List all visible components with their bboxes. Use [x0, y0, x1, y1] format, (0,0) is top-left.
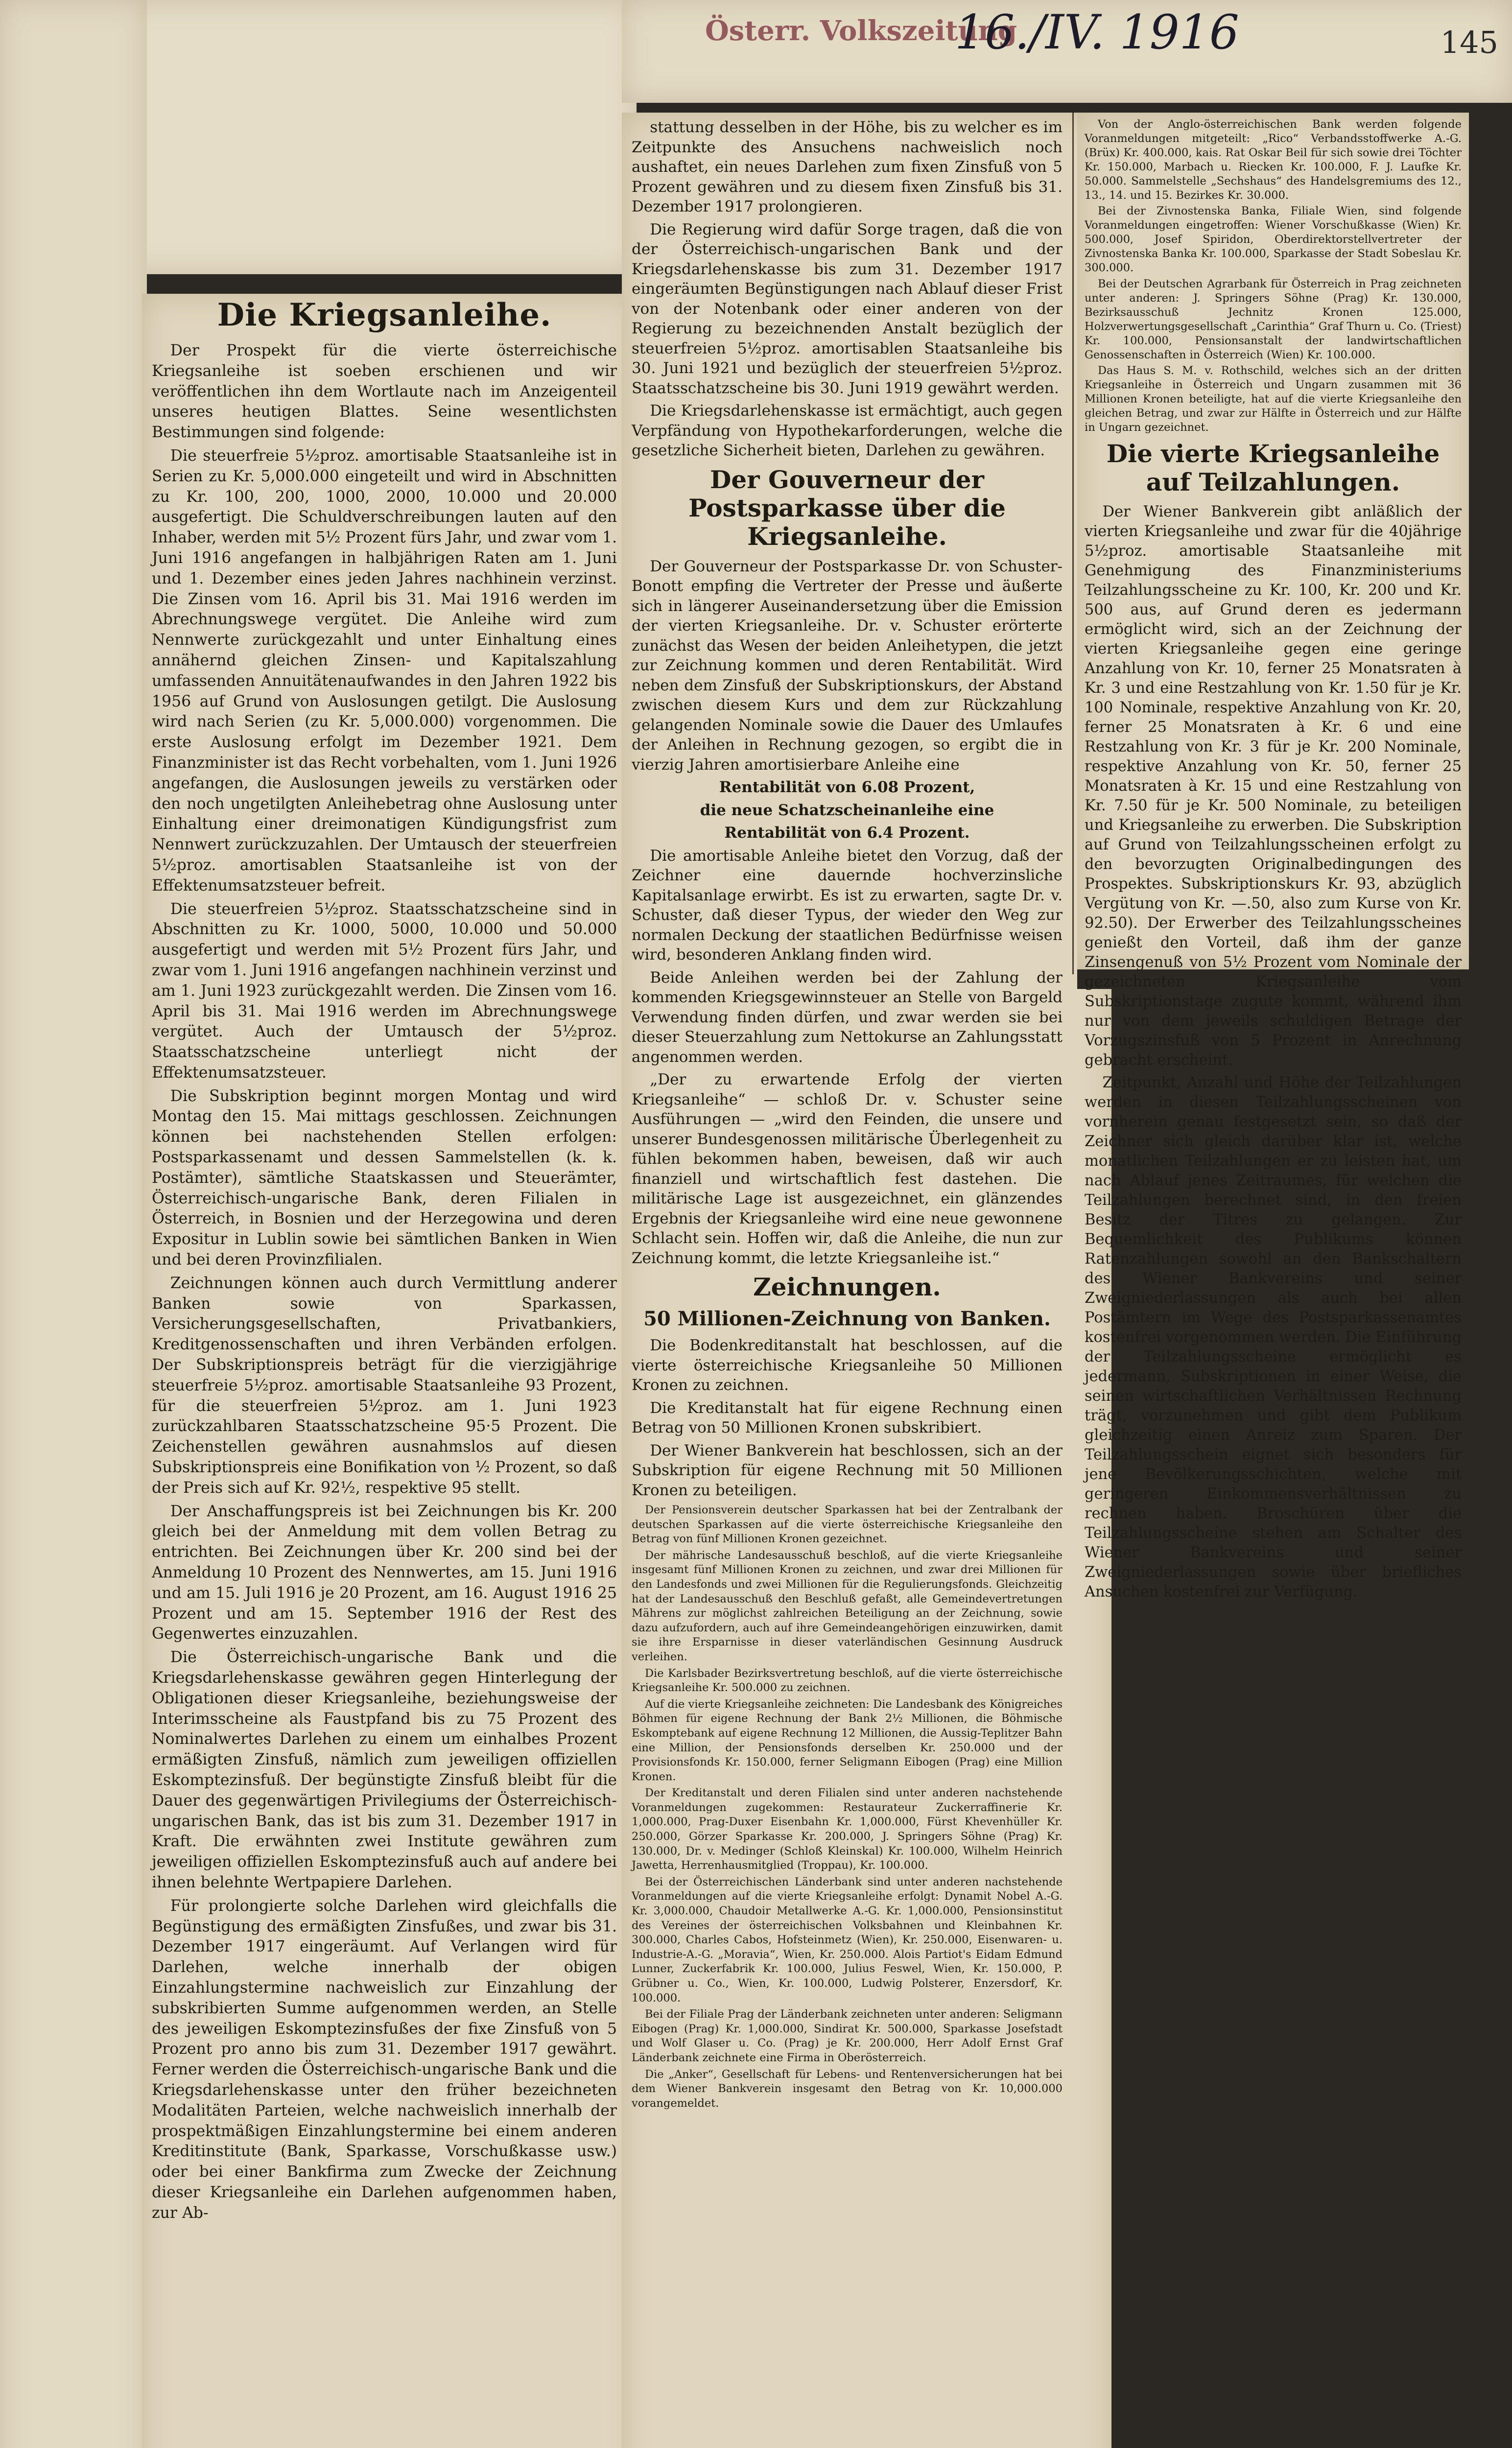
paragraph: Beide Anleihen werden bei der Zahlung der kommenden Kriegsgewinnsteuer an Stelle von Bargeld Verwendung finden dürfen, und zwar werden sie bei dieser Steuerzahlung zum Nettokurse an Zahlungsstatt angenommen werden.: [632, 968, 1063, 1066]
paragraph: Bei der Österreichischen Länderbank sind unter anderen nachstehende Voranmeldungen auf die vierte Kriegsanleihe erfolgt: Dynamit Nobel A.-G. Kr. 3,000.000, Chaudoir Metallwerke A.-G. Kr. 1,000.000, Pensionsinstitut des Vereines der österreichischen Volksbahnen und Kleinbahnen Kr. 300.000, Charles Cabos, Hofsteinmetz (Wien), Kr. 250.000, Eisenwaren- u. Industrie-A.-G. „Moravia“, Wien, Kr. 250.000. Alois Partiot's Eidam Edmund Lunner, Zuckerfabrik Kr. 100.000, Julius Feswel, Wien, Kr. 150.000, P. Grübner u. Co., Wien, Kr. 100.000, Ludwig Polsterer, Enzersdorf, Kr. 100.000.: [632, 1875, 1063, 2004]
paragraph: Die Bodenkreditanstalt hat beschlossen, auf die vierte österreichische Kriegsanleihe 50 Millionen Kronen zu zeichnen.: [632, 1337, 1063, 1394]
paragraph: Der Pensionsverein deutscher Sparkassen hat bei der Zentralbank der deutschen Sparkassen auf die vierte österreichische Kriegsanleihe den Betrag von fünf Millionen Kronen gezeichnet.: [632, 1504, 1063, 1546]
paragraph: Die Kreditanstalt hat für eigene Rechnung einen Betrag von 50 Millionen Kronen subskribiert.: [632, 1399, 1063, 1436]
paragraph: Zeichnungen können auch durch Vermittlung anderer Banken sowie von Sparkassen, Versicherungsgesellschaften, Privatbankiers, Kreditgenossenschaften und ihren Verbänden erfolgen. Der Subskriptionspreis beträgt für die vierzigjährige steuerfreie 5½proz. amortisable Staatsanleihe 93 Prozent, für die steuerfreien 5½proz. am 1. Juni 1923 zurückzahlbaren Staatsschatzscheine 95·5 Prozent. Die Zeichenstellen gewähren ausnahmslos auf diesen Subskriptionspreis eine Bonifikation von ½ Prozent, so daß der Preis sich auf Kr. 92½, respektive 95 stellt.: [152, 1274, 617, 1497]
paragraph: Das Haus S. M. v. Rothschild, welches sich an der dritten Kriegsanleihe in Österreich und Ungarn zusammen mit 36 Millionen Kronen beteiligte, hat auf die vierte Kriegsanleihe den gleichen Betrag, und zwar zur Hälfte in Österreich und zur Hälfte in Ungarn gezeichnet.: [1085, 364, 1462, 434]
paragraph: Bei der Filiale Prag der Länderbank zeichneten unter anderen: Seligmann Eibogen (Prag) Kr. 1,000.000, Sindirat Kr. 500.000, Sparkasse Josefstadt und Wolf Glaser u. Co. (Prag) je Kr. 200.000, Herr Adolf Ernst Graf Länderbank zeichnete eine Firma in Oberösterreich.: [632, 2008, 1063, 2064]
paragraph: Von der Anglo-österreichischen Bank werden folgende Voranmeldungen mitgeteilt: „Rico“ Verbandsstoffwerke A.-G. (Brüx) Kr. 400.000, kais. Rat Oskar Beil für sich sowie drei Töchter Kr. 150.000, Marbach u. Riecken Kr. 100.000, F. J. Laufke Kr. 50.000. Sammelstelle „Sechshaus“ des Handelsgremiums des 12., 13., 14. und 15. Bezirkes Kr. 30.000.: [1085, 118, 1462, 202]
page-number: 145: [1440, 24, 1498, 60]
article-title: Die Kriegsanleihe.: [217, 297, 552, 333]
highlight-line: die neue Schatzscheinanleihe eine: [700, 801, 994, 819]
section-title: Der Gouverneur der Postsparkasse über die Kriegsanleihe.: [688, 465, 1006, 551]
left-column: [152, 294, 617, 2448]
paragraph: Auf die vierte Kriegsanleihe zeichneten: Die Landesbank des Königreiches Böhmen für eigene Rechnung der Bank 2½ Millionen, die Böhmische Eskomptebank auf eigene Rechnung 12 Millionen, die Aussig-Teplitzer Bahn eine Million, der Pensionsfonds derselben Kr. 250.000 und der Provisionsfonds Kr. 150.000, ferner Seligmann Eibogen (Prag) eine Million Kronen.: [632, 1697, 1063, 1783]
right-column: [1085, 118, 1462, 1601]
paragraph: Die Subskription beginnt morgen Montag und wird Montag den 15. Mai mittags geschlossen. Zeichnungen können bei nachstehenden Stellen erfolgen: Postsparkassenamt und dessen Sammelstellen (k. k. Postämter), sämtliche Staatskassen und Steuerämter, Österreichisch-ungarische Bank, deren Filialen in Österreich, in Bosnien und der Herzegowina und deren Expositur in Lublin sowie bei sämtlichen Banken in Wien und bei deren Provinzfilialen.: [152, 1087, 617, 1269]
paragraph: Die Kriegsdarlehenskasse ist ermächtigt, auch gegen Verpfändung von Hypothekarforderungen, welche die gesetzliche Sicherheit bieten, Darlehen zu gewähren.: [632, 402, 1063, 459]
handwritten-date: 16./IV. 1916: [955, 5, 1239, 60]
column-divider: [1072, 113, 1074, 974]
paragraph: Der Kreditanstalt und deren Filialen sind unter anderen nachstehende Voranmeldungen zugekommen: Restaurateur Zuckerraffinerie Kr. 1,000.000, Prag-Duxer Eisenbahn Kr. 1,000.000, Fürst Khevenhüller Kr. 250.000, Görzer Sparkasse Kr. 200.000, J. Springers Söhne (Prag) Kr. 130.000, Dr. v. Medinger (Schloß Kleinskal) Kr. 100.000, Wilhelm Heinrich Jawetta, Herrenhausmitglied (Troppau), Kr. 100.000.: [632, 1787, 1063, 1872]
paragraph: Zeitpunkt, Anzahl und Höhe der Teilzahlungen werden in diesen Teilzahlungsscheinen von vornherein genau festgesetzt sein, so daß der Zeichner sich gleich darüber klar ist, welche monatlichen Teilzahlungen er zu leisten hat, um nach Ablauf jenes Zeitraumes, für welchen die Teilzahlungen berechnet sind, in den freien Besitz der Titres zu gelangen. Zur Bequemlichkeit des Publikums können Ratenzahlungen sowohl an den Bankschaltern des Wiener Bankvereins und seiner Zweigniederlassungen als auch bei allen Postämtern im Wege des Postsparkassenamtes kostenfrei vorgenommen werden. Die Einführung der Teilzahlungsscheine ermöglicht es jedermann, Subskriptionen in einer Weise, die seinen wirtschaftlichen Verhältnissen Rechnung trägt, vorzunehmen und gibt dem Publikum gleichzeitig einen Anreiz zum Sparen. Der Teilzahlungsschein eignet sich besonders für jene Bevölkerungsschichten, welche mit geringeren Einkommensverhältnissen zu rechnen haben. Broschüren über die Teilzahlungsscheine stehen am Schalter des Wiener Bankvereins und seiner Zweigniederlassungen sowie über briefliches Ansuchen kostenfrei zur Verfügung.: [1085, 1074, 1462, 1601]
paragraph: Die steuerfreie 5½proz. amortisable Staatsanleihe ist in Serien zu Kr. 5,000.000 eingeteilt und wird in Abschnitten zu Kr. 100, 200, 1000, 2000, 10.000 und 20.000 ausgefertigt. Die Schuldverschreibungen lauten auf den Inhaber, werden mit 5½ Prozent fürs Jahr, und zwar vom 1. Juni 1916 angefangen in halbjährigen Raten am 1. Juni und 1. Dezember eines jeden Jahres nachhinein verzinst. Die Zinsen vom 16. April bis 31. Mai 1916 werden im Abrechnungswege vergütet. Die Anleihe wird zum Nennwerte zurückgezahlt und unter Einhaltung eines annähernd gleichen Zinsen- und Kapitalszahlung umfassenden Annuitätenaufwandes in den Jahren 1922 bis 1956 auf Grund von Auslosungen getilgt. Die Auslosung wird nach Serien (zu Kr. 5,000.000) vorgenommen. Die erste Auslosung erfolgt im Dezember 1921. Dem Finanzminister ist das Recht vorbehalten, vom 1. Juni 1926 angefangen, die Auslosungen jeweils zu verstärken oder den noch ungetilgten Anleihebetrag ohne Auslosung unter Einhaltung einer dreimonatigen Kündigungsfrist zum Nennwert zurückzuzahlen. Der Umtausch der steuerfreien 5½proz. amortisablen Staatsanleihe ist von der Effektenumsatzsteuer befreit.: [152, 447, 617, 894]
section-subtitle: 50 Millionen-Zeichnung von Banken.: [643, 1307, 1051, 1330]
section-title: Zeichnungen.: [753, 1272, 941, 1301]
paragraph: Die „Anker“, Gesellschaft für Lebens- und Rentenversicherungen hat bei dem Wiener Bankverein insgesamt den Betrag von Kr. 10,000.000 vorangemeldet.: [632, 2068, 1063, 2110]
paragraph: Die Österreichisch-ungarische Bank und die Kriegsdarlehenskasse gewähren gegen Hinterlegung der Obligationen dieser Kriegsanleihe, beziehungsweise der Interimsscheine als Faustpfand bis zu 75 Prozent des Nominalwertes Darlehen zu einem um einhalbes Prozent ermäßigten Zinsfuß, nämlich zum jeweiligen offiziellen Eskomptezinsfuß. Der begünstigte Zinsfuß bleibt für die Dauer des gegenwärtigen Privilegiums der Österreichisch-ungarischen Bank, das ist bis zum 31. Dezember 1917 in Kraft. Die erwähnten zwei Institute gewähren zum jeweiligen offiziellen Eskomptezinsfuß auch auf andere bei ihnen belehnte Wertpapiere Darlehen.: [152, 1648, 617, 1891]
paragraph: Bei der Zivnostenska Banka, Filiale Wien, sind folgende Voranmeldungen eingetroffen: Wiener Vorschußkasse (Wien) Kr. 500.000, Josef Spiridon, Oberdirektorstellvertreter der Zivnostenska Banka Kr. 100.000, Sparkasse der Stadt Sobeslau Kr. 300.000.: [1085, 205, 1462, 275]
paragraph: Die steuerfreien 5½proz. Staatsschatzscheine sind in Abschnitten zu Kr. 1000, 5000, 10.000 und 50.000 ausgefertigt und werden mit 5½ Prozent fürs Jahr, und zwar vom 1. Juni 1916 angefangen nachhinein verzinst und am 1. Juni 1923 zurückgezahlt werden. Die Zinsen vom 16. April bis 31. Mai 1916 werden im Abrechnungswege vergütet. Auch der Umtausch der 5½proz. Staatsschatzscheine unterliegt nicht der Effektenumsatzsteuer.: [152, 900, 617, 1082]
paragraph: Der mährische Landesausschuß beschloß, auf die vierte Kriegsanleihe insgesamt fünf Millionen Kronen zu zeichnen, und zwar drei Millionen für den Landesfonds und zwei Millionen für die Regulierungsfonds. Gleichzeitig hat der Landesausschuß den Beschluß gefaßt, alle Gemeindevertretungen Mährens zur möglichst zahlreichen Beteiligung an der Zeichnung, sowie dazu aufzufordern, auch auf ihre Gemeindeangehörigen einzuwirken, damit sie ihre Ersparnisse in dieser vaterländischen Gesinnung Ausdruck verleihen.: [632, 1549, 1063, 1663]
section-title: Die vierte Kriegsanleihe auf Teilzahlungen.: [1106, 439, 1440, 496]
paper-background-left: [0, 0, 147, 2448]
highlight-line: Rentabilität von 6.08 Prozent,: [719, 778, 975, 796]
paragraph: stattung desselben in der Höhe, bis zu welcher es im Zeitpunkte des Ansuchens nachweislich noch aushaftet, ein neues Darlehen zum fixen Zinsfuß von 5 Prozent gewähren und zu diesem fixen Zinsfuß bis 31. Dezember 1917 prolongieren.: [632, 118, 1063, 215]
paragraph: Der Gouverneur der Postsparkasse Dr. von Schuster-Bonott empfing die Vertreter der Presse und äußerte sich in längerer Auseinandersetzung über die Emission der vierten Kriegsanleihe. Dr. v. Schuster erörterte zunächst das Wesen der beiden Anleihetypen, die jetzt zur Zeichnung kommen und deren Rentabilität. Wird neben dem Zinsfuß der Subskriptionskurs, der Abstand zwischen diesem Kurs und dem zur Rückzahlung gelangenden Nominale sowie die Dauer des Umlaufes der Anleihen in Rechnung gezogen, so ergibt die in vierzig Jahren amortisierbare Anleihe eine: [632, 557, 1063, 774]
paragraph: Die Regierung wird dafür Sorge tragen, daß die von der Österreichisch-ungarischen Bank und der Kriegsdarlehenskasse bis zum 31. Dezember 1917 eingeräumten Begünstigungen nach Ablauf dieser Frist von der Notenbank oder einer anderen von der Regierung zu bezeichnenden Anstalt bezüglich der steuerfreien 5½proz. amortisablen Staatsanleihe bis 30. Juni 1921 und bezüglich der steuerfreien 5½proz. Staatsschatzscheine bis 30. Juni 1919 gewährt werden.: [632, 220, 1063, 397]
paragraph: Bei der Deutschen Agrarbank für Österreich in Prag zeichneten unter anderen: J. Springers Söhne (Prag) Kr. 130.000, Bezirksausschuß Jechnitz Kronen 125.000, Holzverwertungsgesellschaft „Carinthia“ Graf Thurn u. Co. (Triest) Kr. 100.000, Pensionsanstalt der landwirtschaftlichen Genossenschaften in Österreich (Wien) Kr. 100.000.: [1085, 277, 1462, 361]
paragraph: Der Wiener Bankverein gibt anläßlich der vierten Kriegsanleihe und zwar für die 40jährige 5½proz. amortisable Staatsanleihe mit Genehmigung des Finanzministeriums Teilzahlungsscheine zu Kr. 100, Kr. 200 und Kr. 500 aus, auf Grund deren es jedermann ermöglicht wird, sich an der Zeichnung der vierten Kriegsanleihe gegen eine geringe Anzahlung von Kr. 10, ferner 25 Monatsraten à Kr. 3 und eine Restzahlung von Kr. 1.50 für je Kr. 100 Nominale, respektive Anzahlung von Kr. 20, ferner 25 Monatsraten à Kr. 6 und eine Restzahlung von Kr. 3 für je Kr. 200 Nominale, respektive Anzahlung von Kr. 50, ferner 25 Monatsraten à Kr. 15 und eine Restzahlung von Kr. 7.50 für je Kr. 500 Nominale, zu beteiligen und Kriegsanleihe zu erwerben. Die Subskription auf Grund von Teilzahlungsscheinen erfolgt zu den bevorzugten Originalbedingungen des Prospektes. Subskriptionskurs Kr. 93, abzüglich Vergütung von Kr. —.50, also zum Kurse von Kr. 92.50). Der Erwerber des Teilzahlungsscheines genießt den Vorteil, daß ihm der ganze Zinsengenuß von 5½ Prozent vom Nominale der gezeichneten Kriegsanleihe vom Subskriptionstage zugute kommt, während ihm nur von dem jeweils schuldigen Betrage der Vorzugszinsfuß von 5 Prozent in Anrechnung gebracht erscheint.: [1085, 503, 1462, 1069]
paragraph: Der Wiener Bankverein hat beschlossen, sich an der Subskription für eigene Rechnung mit 50 Millionen Kronen zu beteiligen.: [632, 1441, 1063, 1499]
paragraph: Der Prospekt für die vierte österreichische Kriegsanleihe ist soeben erschienen und wir veröffentlichen ihn dem Wortlaute nach im Anzeigenteil unseres heutigen Blattes. Seine wesentlichsten Bestimmungen sind folgende:: [152, 342, 617, 442]
middle-column: [632, 118, 1063, 2448]
newspaper-stamp: Österr. Volkszeitung: [705, 15, 1017, 47]
paragraph: Für prolongierte solche Darlehen wird gleichfalls die Begünstigung des ermäßigten Zinsfußes, und zwar bis 31. Dezember 1917 eingeräumt. Auf Verlangen wird für Darlehen, welche innerhalb der obigen Einzahlungstermine nachweislich zur Einzahlung der subskribierten Summe aufgenommen werden, an Stelle des jeweiligen Eskomptezinsfußes der fixe Zinsfuß von 5 Prozent pro anno bis zum 31. Dezember 1917 gewährt. Ferner werden die Österreichisch-ungarische Bank und die Kriegsdarlehenskasse unter den früher bezeichneten Modalitäten Parteien, welche nachweislich innerhalb der prospektmäßigen Einzahlungstermine bei einem anderen Kreditinstitute (Bank, Sparkasse, Vorschußkasse usw.) oder bei einer Bankfirma zum Zwecke der Zeichnung dieser Kriegsanleihe ein Darlehen aufgenommen haben, zur Ab-: [152, 1897, 617, 2222]
paragraph: Der Anschaffungspreis ist bei Zeichnungen bis Kr. 200 gleich bei der Anmeldung mit dem vollen Betrag zu entrichten. Bei Zeichnungen über Kr. 200 sind bei der Anmeldung 10 Prozent des Nennwertes, am 15. Juni 1916 und am 15. Juli 1916 je 20 Prozent, am 16. August 1916 25 Prozent und am 15. September 1916 der Rest des Gegenwertes einzuzahlen.: [152, 1502, 617, 1643]
paragraph: Die Karlsbader Bezirksvertretung beschloß, auf die vierte österreichische Kriegsanleihe Kr. 500.000 zu zeichnen.: [632, 1667, 1063, 1695]
highlight-line: Rentabilität von 6.4 Prozent.: [724, 824, 970, 842]
paragraph: Die amortisable Anleihe bietet den Vorzug, daß der Zeichner eine dauernde hochverzinsliche Kapitalsanlage erwirbt. Es ist zu erwarten, sagte Dr. v. Schuster, daß dieser Typus, der wieder den Weg zur normalen Deckung der staatlichen Bedürfnisse weisen wird, besonderen Anklang finden wird.: [632, 847, 1063, 964]
paragraph: „Der zu erwartende Erfolg der vierten Kriegsanleihe“ — schloß Dr. v. Schuster seine Ausführungen — „wird den Feinden, die unsere und unserer Bundesgenossen militärische Überlegenheit zu fühlen bekommen haben, beweisen, daß wir auch finanziell und wirtschaftlich fest dastehen. Die militärische Lage ist ausgezeichnet, ein glänzendes Ergebnis der Kriegsanleihe wird eine neue gewonnene Schlacht sein. Hoffen wir, daß die Anleihe, die nun zur Zeichnung kommt, die letzte Kriegsanleihe ist.“: [632, 1071, 1063, 1267]
